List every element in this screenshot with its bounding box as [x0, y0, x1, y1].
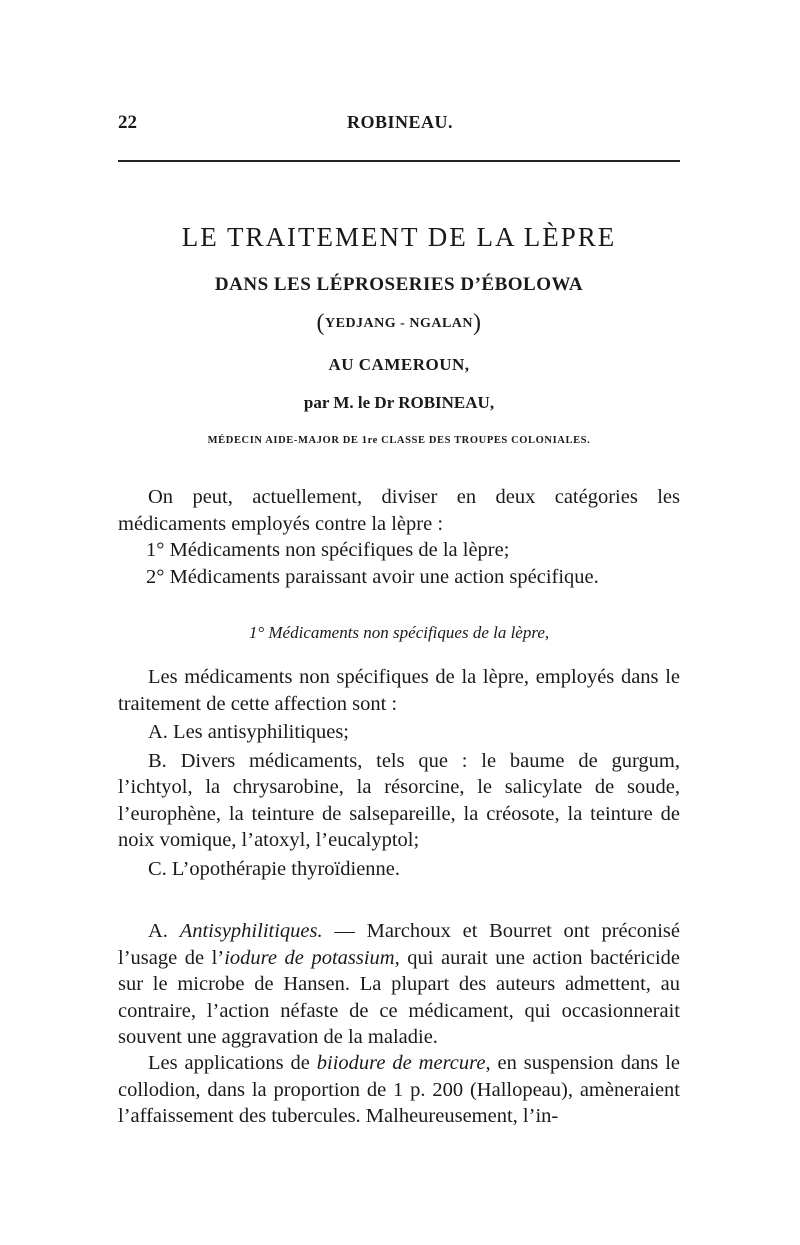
text-run: , qui aurait une action bactéricide sur le microbe de Hansen. La plupart des auteurs admettent, au contraire, l’action néfaste de ce médicament, qui occasionnerait souvent une aggravation de la maladie. [118, 946, 680, 1048]
author-affiliation: MÉDECIN AIDE-MAJOR DE 1re CLASSE DES TROUPES COLONIALES. [207, 435, 591, 446]
biiodure-section [118, 1050, 680, 1130]
section-heading: 1° Médicaments non spécifiques de la lèpre, [248, 623, 550, 642]
location-name: YEDJANG - NGALAN [325, 316, 473, 331]
list-item-b: B. Divers médicaments, tels que : le baume de gurgum, l’ichtyol, la chrysarobine, la résorcine, le salicylate de soude, l’europhène, la teinture de salsepareille, la créosote, la teinture de noix vomique, l’atoxyl, l’eucalyptol; [118, 749, 680, 851]
list-item-a: A. Les antisyphilitiques; [148, 721, 349, 743]
antisyphilitiques-section [118, 918, 680, 1051]
text-run: — Marchoux et Bourret ont préconisé l’usage de l’ [118, 920, 680, 969]
article-title: LE TRAITEMENT DE LA LÈPRE [181, 222, 617, 252]
emphasis-term: biiodure de mercure [316, 1052, 486, 1074]
list-item-c: C. L’opothérapie thyroïdienne. [148, 857, 401, 880]
article-country: AU CAMEROUN, [328, 355, 470, 374]
page-number: 22 [118, 112, 137, 133]
paren-open: ( [316, 310, 325, 336]
list-item: 2° Médicaments paraissant avoir une action spécifique. [146, 565, 599, 588]
running-header [118, 112, 682, 142]
paren-close: ) [473, 310, 482, 336]
text-run: Les applications de [148, 1052, 317, 1074]
intro-section [118, 484, 680, 590]
antisyphilitiques-paragraph [118, 918, 680, 1051]
article-subtitle: DANS LES LÉPROSERIES D’ÉBOLOWA [214, 274, 584, 295]
biiodure-paragraph [118, 1050, 680, 1130]
intro-paragraph: On peut, actuellement, diviser en deux catégories les médicaments employés contre la lèpre : [118, 486, 680, 535]
section-body [118, 664, 680, 882]
item-letter: A. [148, 920, 180, 942]
running-title: ROBINEAU. [346, 112, 453, 132]
category-list [118, 537, 680, 590]
text-run: , en suspension dans le collodion, dans la proportion de 1 p. 200 (Hallopeau), amèneraient l’affaissement des tubercules. Malheureusement, l’in- [118, 1052, 681, 1127]
list-item: 1° Médicaments non spécifiques de la lèpre; [146, 539, 510, 561]
section-paragraph: Les médicaments non spécifiques de la lèpre, employés dans le traitement de cette affection sont : [118, 666, 680, 715]
header-rule [118, 160, 680, 162]
item-heading: Antisyphilitiques. [179, 920, 323, 942]
author-byline: par M. le Dr ROBINEAU, [303, 393, 495, 412]
article-location [118, 310, 680, 337]
emphasis-term: iodure de potassium [224, 946, 395, 969]
